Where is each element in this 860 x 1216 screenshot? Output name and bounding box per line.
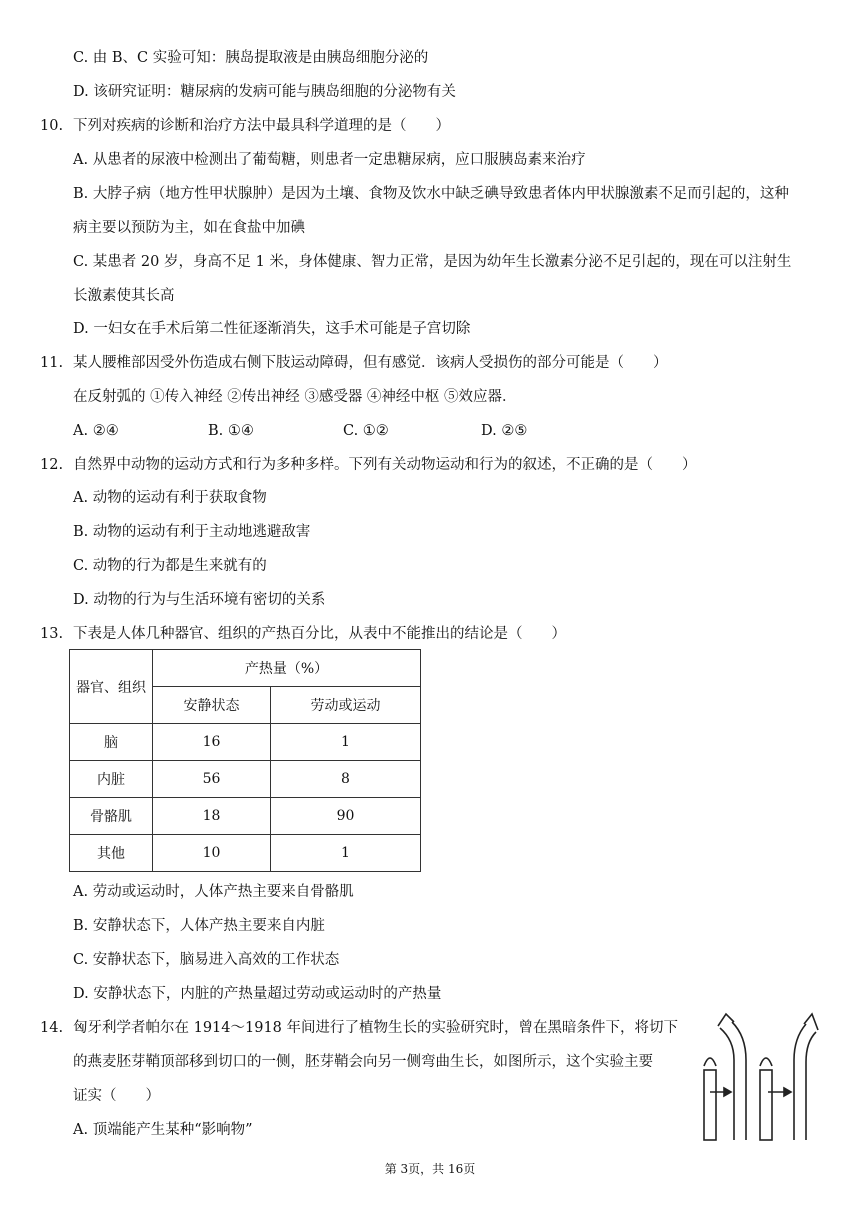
- table-cell-organ: 其他: [70, 835, 153, 872]
- q11-note: 在反射弧的 ①传入神经 ②传出神经 ③感受器 ④神经中枢 ⑤效应器．: [73, 389, 517, 405]
- table-cell-organ: 脑: [70, 724, 153, 761]
- q10-option-d: D. 一妇女在手术后第二性征逐渐消失，这手术可能是子宫切除: [73, 321, 471, 337]
- bent-coleoptile-right-outer: [794, 1024, 806, 1140]
- bent-coleoptile-right-tip: [804, 1014, 818, 1030]
- table-cell-rest: 56: [153, 761, 271, 798]
- q10-option-c-line2: 长激素使其长高: [73, 288, 175, 304]
- q13-stem: 下表是人体几种器官、组织的产热百分比，从表中不能推出的结论是（ ）: [73, 626, 566, 642]
- bent-coleoptile-left-outer: [720, 1028, 734, 1140]
- q13-option-c: C. 安静状态下，脑易进入高效的工作状态: [73, 952, 340, 968]
- q10-option-a: A. 从患者的尿液中检测出了葡萄糖，则患者一定患糖尿病，应口服胰岛素来治疗: [73, 152, 586, 168]
- q13-number: 13.: [40, 626, 64, 642]
- q10-option-c-line1: C. 某患者 20 岁，身高不足 1 米，身体健康、智力正常，是因为幼年生长激素分泌不足引起的，现在可以注射生: [73, 254, 792, 270]
- table-cell-rest: 10: [153, 835, 271, 872]
- table-header-work: 劳动或运动: [271, 687, 421, 724]
- q11-option-b: B. ①④: [208, 423, 254, 439]
- arrow-head-left: [724, 1088, 731, 1096]
- q10-option-b-line1: B. 大脖子病（地方性甲状腺肿）是因为土壤、食物及饮水中缺乏碘导致患者体内甲状腺激素不足而引起的，这种: [73, 186, 789, 202]
- q12-number: 12.: [40, 457, 64, 473]
- q11-option-c: C. ①②: [343, 423, 389, 439]
- q14-stem-line3: 证实（ ）: [73, 1088, 160, 1104]
- coleoptile-stem-right: [760, 1070, 772, 1140]
- table-cell-organ: 内脏: [70, 761, 153, 798]
- q13-option-b: B. 安静状态下，人体产热主要来自内脏: [73, 918, 325, 934]
- arrow-head-right: [784, 1088, 791, 1096]
- page-footer: 第 3页，共 16页: [384, 1162, 476, 1176]
- table-header-organ: 器官、组织: [70, 650, 153, 724]
- table-cell-work: 1: [271, 724, 421, 761]
- q12-option-a: A. 动物的运动有利于获取食物: [73, 490, 267, 506]
- q13-option-d: D. 安静状态下，内脏的产热量超过劳动或运动时的产热量: [73, 986, 442, 1002]
- table-cell-rest: 16: [153, 724, 271, 761]
- table-row: [70, 761, 421, 798]
- table-row: [70, 724, 421, 761]
- coleoptile-experiment-figure: [690, 1012, 820, 1147]
- q10-stem: 下列对疾病的诊断和治疗方法中最具科学道理的是（ ）: [73, 118, 450, 134]
- table-header-rest: 安静状态: [153, 687, 271, 724]
- heat-production-table: [69, 649, 421, 872]
- q10-number: 10.: [40, 118, 64, 134]
- q14-stem-line1: 匈牙利学者帕尔在 1914～1918 年间进行了植物生长的实验研究时，曾在黑暗条件下，将切下: [73, 1020, 679, 1036]
- q12-stem: 自然界中动物的运动方式和行为多种多样。下列有关动物运动和行为的叙述，不正确的是（ ）: [73, 457, 697, 473]
- coleoptile-stem-left: [704, 1070, 716, 1140]
- q13-option-a: A. 劳动或运动时，人体产热主要来自骨骼肌: [73, 884, 354, 900]
- q10-option-b-line2: 病主要以预防为主，如在食盐中加碘: [73, 220, 305, 236]
- coleoptile-tip-right: [760, 1058, 772, 1066]
- q14-option-a: A. 顶端能产生某种“影响物”: [73, 1122, 253, 1138]
- table-cell-rest: 18: [153, 798, 271, 835]
- table-cell-organ: 骨骼肌: [70, 798, 153, 835]
- coleoptile-tip-left: [704, 1058, 716, 1066]
- q12-option-b: B. 动物的运动有利于主动地逃避敌害: [73, 524, 311, 540]
- table-cell-work: 90: [271, 798, 421, 835]
- table-row: [70, 835, 421, 872]
- q11-stem: 某人腰椎部因受外伤造成右侧下肢运动障碍，但有感觉．该病人受损伤的部分可能是（ ）: [73, 355, 668, 371]
- q14-stem-line2: 的燕麦胚芽鞘顶部移到切口的一侧，胚芽鞘会向另一侧弯曲生长，如图所示，这个实验主要: [73, 1054, 653, 1070]
- table-header-heat: 产热量（%）: [153, 650, 421, 687]
- table-row: [70, 798, 421, 835]
- table-cell-work: 8: [271, 761, 421, 798]
- q11-option-a: A. ②④: [73, 423, 119, 439]
- q11-options: [73, 421, 573, 441]
- q9-option-c: C. 由 B、C 实验可知：胰岛提取液是由胰岛细胞分泌的: [73, 50, 429, 66]
- q11-number: 11.: [40, 355, 64, 371]
- bent-coleoptile-right-inner: [806, 1032, 816, 1140]
- q12-option-d: D. 动物的行为与生活环境有密切的关系: [73, 592, 326, 608]
- q12-option-c: C. 动物的行为都是生来就有的: [73, 558, 267, 574]
- q14-number: 14.: [40, 1020, 64, 1036]
- table-cell-work: 1: [271, 835, 421, 872]
- q9-option-d: D. 该研究证明：糖尿病的发病可能与胰岛细胞的分泌物有关: [73, 84, 456, 100]
- bent-coleoptile-left-tip: [718, 1014, 734, 1026]
- q11-option-d: D. ②⑤: [481, 423, 528, 439]
